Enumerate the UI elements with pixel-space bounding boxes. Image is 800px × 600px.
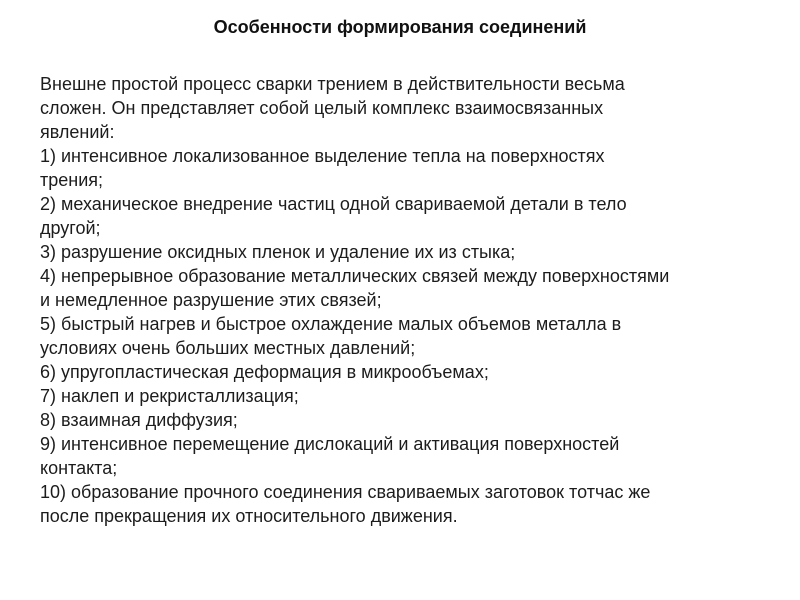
text-line: и немедленное разрушение этих связей; <box>40 290 382 310</box>
text-line: другой; <box>40 218 101 238</box>
text-line: 4) непрерывное образование металлических связей между поверхностями <box>40 266 670 286</box>
text-line: условиях очень больших местных давлений; <box>40 338 416 358</box>
text-line: явлений: <box>40 122 115 142</box>
text-line: 9) интенсивное перемещение дислокаций и активация поверхностей <box>40 434 620 454</box>
text-line: 6) упругопластическая деформация в микрообъемах; <box>40 362 489 382</box>
text-line: Внешне простой процесс сварки трением в действительности весьма <box>40 74 625 94</box>
text-line: трения; <box>40 170 104 190</box>
text-line: 5) быстрый нагрев и быстрое охлаждение малых объемов металла в <box>40 314 622 334</box>
text-line: 7) наклеп и рекристаллизация; <box>40 386 299 406</box>
text-line: 10) образование прочного соединения свариваемых заготовок тотчас же <box>40 482 651 502</box>
page-title: Особенности формирования соединений <box>213 17 587 37</box>
text-line: 2) механическое внедрение частиц одной свариваемой детали в тело <box>40 194 627 214</box>
body-text <box>40 72 760 528</box>
text-line: сложен. Он представляет собой целый комплекс взаимосвязанных <box>40 98 604 118</box>
text-line: 1) интенсивное локализованное выделение тепла на поверхностях <box>40 146 605 166</box>
text-line: 8) взаимная диффузия; <box>40 410 238 430</box>
text-line: контакта; <box>40 458 118 478</box>
text-line: 3) разрушение оксидных пленок и удаление их из стыка; <box>40 242 516 262</box>
text-line: после прекращения их относительного движения. <box>40 506 458 526</box>
